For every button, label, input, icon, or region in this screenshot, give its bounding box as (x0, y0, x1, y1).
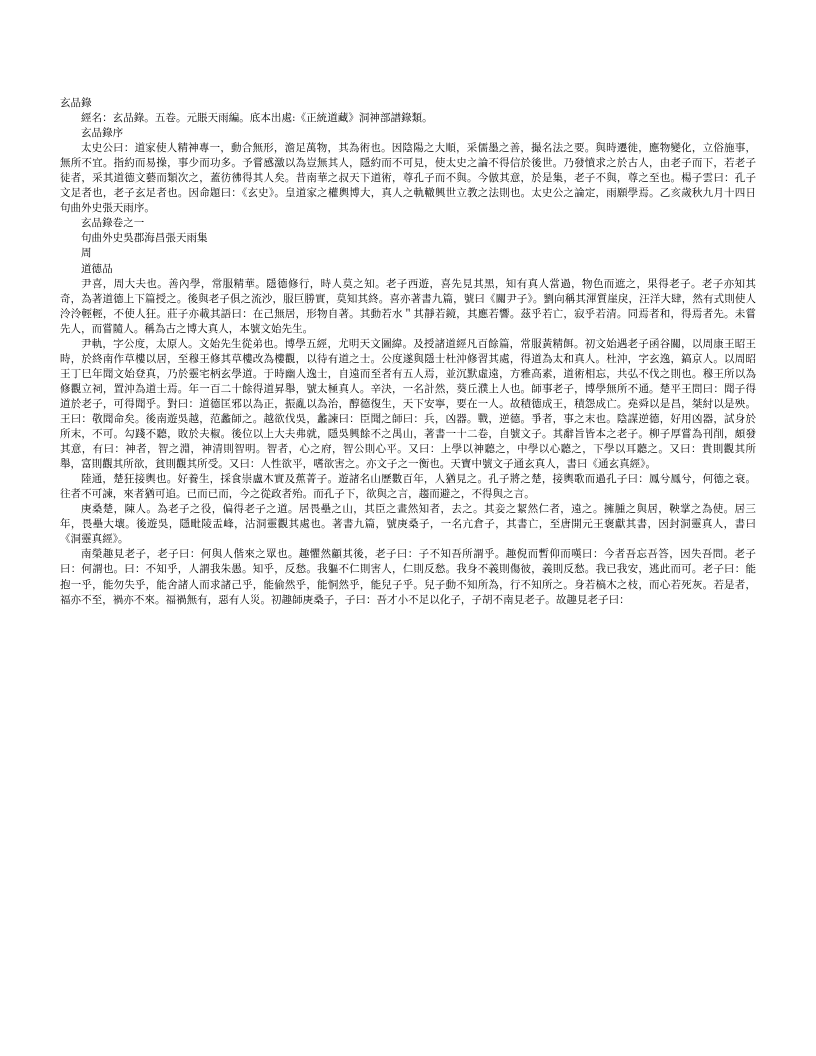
document-text-body (60, 96, 756, 608)
compiler-line: 句曲外史吳郡海昌張天雨集 (81, 232, 208, 245)
dynasty-heading: 周 (81, 247, 92, 260)
entry-yingui: 尹軌，字公度，太原人。文始先生從弟也。博學五經，尤明天文圖緯。及授諸道經凡百餘篇，常服黃精餌。初文始遇老子函谷關，以周康王昭王時，於終南作草樓以居，至穆王修其草樓改為樓觀，以待有道之士。公度遂與隱士杜沖修習其處，得道為太和真人。杜沖，字玄逸，鎬京人。以周昭王丁巳年聞文始登真，乃於靈宅柄玄學道。于時幽人逸士，自遠而至者有五人焉，並沉默虛遠，方雅高素，道術相忘，共弘不伐之則也。穆王所以為修觀立祠，置沖為道士焉。年一百二十餘得道昇舉，號太極真人。辛決，一名計然，葵丘濮上人也。師事老子，博學無所不通。楚平王問曰：聞子得道於老子，可得聞乎。對曰：道德匡邪以為正，振亂以為治，醇德復生，天下安寧，要在一人。故積德成王，積怨成亡。堯舜以是昌，桀紂以是殃。王曰：敬聞命矣。後南遊吳越，范蠡師之。越欲伐吳，蠡諫曰：臣聞之師曰：兵，凶器。戰，逆德。爭者，事之末也。陰謀逆德，好用凶器，試身於所末，不可。勾踐不聽，敗於夫椒。後位以上大夫弗就，隱吳興餘不之禺山，著書一十二卷，自號文子。其辭旨皆本之老子。柳子厚嘗為刊削，頗發其意，有曰：神者，智之淵，神清則智明。智者，心之府，智公則心平。又曰：上學以神聽之，中學以心聽之，下學以耳聽之。又曰：貴則觀其所舉，富則觀其所欲，貧則觀其所受。又曰：人性欲平，嗜欲害之。亦文子之一衡也。天寶中號文子通玄真人，書曰《通玄真經》。 (60, 337, 756, 471)
preface-heading: 玄品錄序 (81, 127, 124, 140)
doc-title: 玄品錄 (60, 97, 92, 109)
preface-body: 太史公曰：道家使人精神專一，動合無形，澹足萬物，其為術也。因陰陽之大順，采儒墨之善，撮名法之要。與時遷徙，應物變化，立俗施事，無所不宜。指約而易操，事少而功多。予嘗感激以為豈無其人，隱約而不可見，使太史之論不得信於後世。乃發憤求之於古人，由老子而下，若老子徒者，采其道德文藝而類次之，蓋彷彿得其人矣。昔南華之叔天下道術，尊孔子而不與。今倣其意，於是集，老子不與，尊之至也。楊子雲曰：孔子文足者也，老子玄足者也。因命題曰：《玄史》。皇道家之權輿博大，真人之軌轍興世立教之法則也。太史公之論定，雨願學焉。乙亥歲秋九月十四日句曲外史張天雨序。 (60, 142, 756, 215)
entry-gengsangchu: 庚桑楚，陳人。為老子之役，偏得老子之道。居畏壘之山，其臣之畫然知者，去之。其妾之絜然仁者，遠之。擁腫之與居，鞅掌之為使。居三年，畏壘大壤。後遊吳，隱毗陵盂峰，沽洞靈觀其處也。著書九篇，號庚桑子，一名亢倉子，其書亡，至唐開元王褒獻其書，因封洞靈真人，書曰《洞靈真經》。 (60, 503, 756, 546)
volume-heading: 玄品錄卷之一 (81, 217, 145, 230)
entry-yinxi: 尹喜，周大夫也。善內學，常服精華。隱德修行，時人莫之知。老子西遊，喜先見其黑，知有真人當過，物色而遮之，果得老子。老子亦知其奇，為著道德上下篇授之。後與老子俱之流沙，服巨勝實，莫知其終。喜亦著書九篇，號曰《關尹子》。劉向稱其渾質崖戾，汪洋大肆，然有式則使人泠泠輕輕，不使人狂。莊子亦載其語曰：在己無居，形物自著。其動若水＂其靜若鏡，其應若響。茲乎若亡，寂乎若清。同焉者和，得焉者先。未嘗先人，而嘗隨人。稱為古之博大真人，本號文始先生。 (60, 277, 756, 335)
entry-nanrongqu: 南榮趣見老子，老子曰：何與人偕來之眾也。趣懼然顧其後，老子曰：子不知吾所謂乎。趣倪而暫仰而嘆曰：今者吾忘吾答，因失吾問。老子曰：何謂也。曰：不知乎，人謂我朱愚。知乎，反愁。我軀不仁則害人，仁則反愁。我身不義則傷彼，義則反愁。我已我安，逃此而可。老子曰：能抱一乎，能勿失乎，能舍諸人而求諸己乎，能偷然乎，能恫然乎，能兒子乎。兒子動不知所為，行不知所之。身若槁木之枝，而心若死灰。若是者，福亦不至，禍亦不來。福禍無有，惡有人災。初趣師庚桑子，子曰：吾才小不足以化子，子胡不南見老子。故趣見老子曰： (60, 548, 756, 606)
section-heading-daodepin: 道德品 (81, 262, 113, 275)
entry-lutong: 陸通，楚狂接輿也。好養生，採食崇盧木實及蕉菁子。遊諸名山歷數百年，人猶見之。孔子將之楚，接輿歌而過孔子曰：鳳兮鳳兮，何德之衰。往者不可諫，來者猶可追。已而已而，今之從政者殆。而孔子下，欲與之言，趨而避之，不得與之言。 (60, 473, 756, 501)
scripture-metadata: 經名：玄品錄。五卷。元賬天雨編。底本出處:《正統道藏》洞神部譜錄類。 (81, 112, 433, 125)
